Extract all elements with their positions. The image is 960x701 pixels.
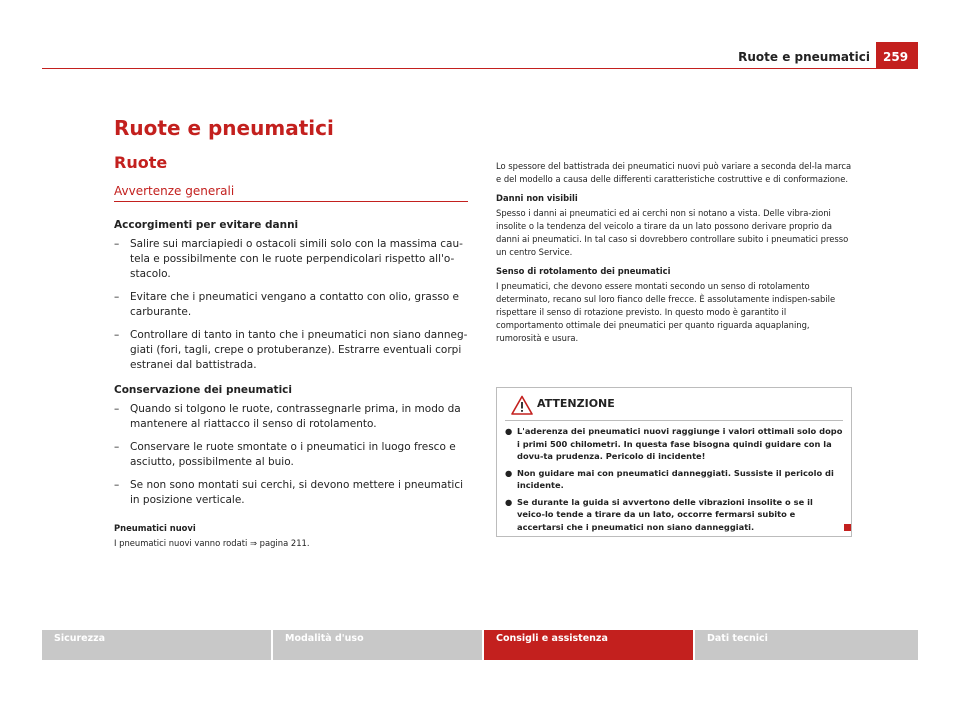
- warning-item-text: Non guidare mai con pneumatici danneggiati. Sussiste il pericolo di incidente.: [517, 467, 834, 490]
- header-rule: [42, 68, 918, 69]
- list-item: – Evitare che i pneumatici vengano a contatto con olio, grasso e carburante.: [114, 290, 468, 320]
- hidden-damage-paragraph: Spesso i danni ai pneumatici ed ai cerchi non si notano a vista. Delle vibra-zioni insolite o la tendenza del veicolo a tirare da un lato possono derivare proprio da danni ai pneumatici. In tal caso si dovrebbero controllare subito i pneumatici presso un centro Service.: [496, 208, 849, 257]
- storage-list: [114, 402, 468, 508]
- bullet-icon: ●: [505, 467, 513, 478]
- section-heading: Avvertenze generali: [114, 182, 468, 202]
- storage-heading: Conservazione dei pneumatici: [114, 384, 292, 396]
- left-column: [114, 114, 468, 550]
- damage-prevention-list: [114, 237, 468, 373]
- list-item: – Salire sui marciapiedi o ostacoli simili solo con la massima cau-tela e possibilmente con le ruote perpendicolari rispetto all'o-stacolo.: [114, 237, 468, 282]
- list-item: – Controllare di tanto in tanto che i pneumatici non siano danneg-giati (fori, tagli, crepe o protuberanze). Estrarre eventuali corpi estranei dal battistrada.: [114, 328, 468, 373]
- tread-depth-paragraph: Lo spessore del battistrada dei pneumatici nuovi può variare a seconda del-la marca e del modello a causa delle differenti caratteristiche costruttive e di conformazione.: [496, 161, 852, 184]
- chapter-subtitle: Ruote: [114, 153, 168, 172]
- warning-item: [505, 496, 843, 534]
- list-item: – Conservare le ruote smontate o i pneumatici in luogo fresco e asciutto, possibilmente al buio.: [114, 440, 468, 470]
- warning-header: [505, 388, 843, 421]
- warning-body: [497, 421, 851, 533]
- bullet-icon: ●: [505, 426, 513, 436]
- warning-title: ATTENZIONE: [537, 397, 615, 410]
- hidden-damage-heading: Danni non visibili: [496, 193, 578, 203]
- right-column: [496, 160, 854, 345]
- bullet-icon: ●: [505, 496, 513, 507]
- tab-dati-tecnici[interactable]: Dati tecnici: [695, 630, 918, 660]
- running-header-title: Ruote e pneumatici: [738, 50, 870, 64]
- rolling-direction-heading: Senso di rotolamento dei pneumatici: [496, 266, 671, 276]
- rolling-direction-paragraph: I pneumatici, che devono essere montati secondo un senso di rotolamento determinato, recano sul loro fianco delle frecce. È assolutamente indispen-sabile rispettare il senso di rotazione previsto. In questo modo è garantito il comportamento ottimale dei pneumatici per quanto riguarda aquaplaning, rumorosità e usura.: [496, 281, 836, 343]
- warning-item: [505, 425, 843, 463]
- list-item: – Se non sono montati sui cerchi, si devono mettere i pneumatici in posizione verticale.: [114, 478, 468, 508]
- warning-item-text: Se durante la guida si avvertono delle vibrazioni insolite o se il veico-lo tende a tirare da un lato, occorre fermarsi subito e accertarsi che i pneumatici non siano danneggiati.: [517, 496, 813, 532]
- section-end-square-icon: [844, 524, 851, 531]
- tab-modalita-uso[interactable]: Modalità d'uso: [273, 630, 482, 660]
- warning-item: [505, 467, 843, 492]
- tab-consigli-assistenza[interactable]: Consigli e assistenza: [484, 630, 693, 660]
- warning-box: [496, 387, 852, 537]
- warning-item-text: L'aderenza dei pneumatici nuovi raggiunge i valori ottimali solo dopo i primi 500 chilometri. In questa fase bisogna quindi guidare con la dovu-ta prudenza. Pericolo di incidente!: [517, 426, 843, 461]
- new-tyres-heading: Pneumatici nuovi: [114, 523, 196, 533]
- chapter-title: Ruote e pneumatici: [114, 116, 334, 140]
- list-item: – Quando si tolgono le ruote, contrassegnarle prima, in modo da mantenere al riattacco il senso di rotolamento.: [114, 402, 468, 432]
- footer-tabs: [42, 630, 918, 660]
- new-tyres-text[interactable]: I pneumatici nuovi vanno rodati ⇒ pagina 211.: [114, 538, 310, 548]
- damage-prevention-heading: Accorgimenti per evitare danni: [114, 219, 299, 231]
- warning-triangle-icon: [511, 395, 533, 415]
- page-number: 259: [876, 42, 918, 68]
- tab-sicurezza[interactable]: Sicurezza: [42, 630, 271, 660]
